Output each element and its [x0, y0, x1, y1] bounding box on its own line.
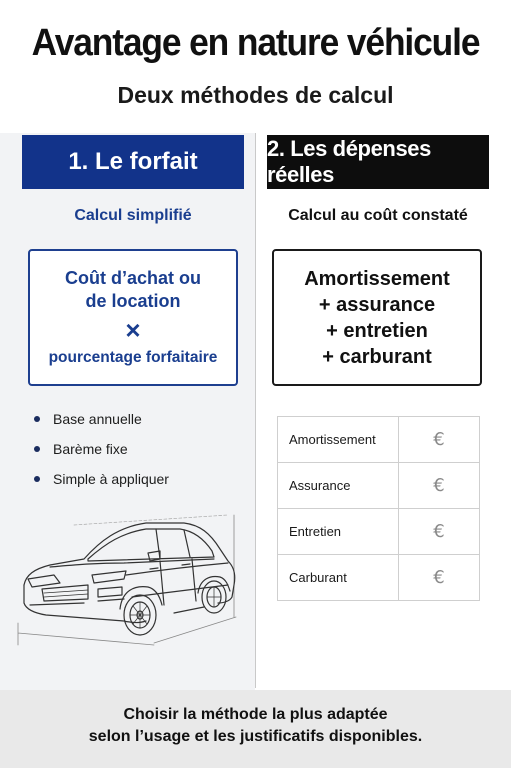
cost-table — [277, 416, 480, 601]
cost-label: Entretien — [278, 509, 399, 555]
table-row — [278, 417, 480, 463]
list-item: Barème fixe — [34, 436, 169, 466]
page-title: Avantage en nature véhicule — [31, 22, 480, 64]
list-item: Base annuelle — [34, 406, 169, 436]
forfait-formula-box — [28, 249, 238, 386]
depenses-reelles-subtitle: Calcul au coût constaté — [288, 207, 468, 224]
list-item: Simple à appliquer — [34, 466, 169, 496]
formula-line-3: pourcentage forfaitaire — [48, 348, 218, 366]
euro-cell: € — [399, 463, 480, 509]
formula-term: Amortissement — [304, 267, 450, 290]
column-divider — [255, 133, 256, 688]
forfait-header: 1. Le forfait — [22, 135, 244, 189]
formula-line-2: de location — [85, 290, 181, 311]
footer-banner — [0, 690, 511, 768]
multiply-icon: × — [125, 314, 141, 345]
cost-label: Assurance — [278, 463, 399, 509]
euro-cell: € — [399, 417, 480, 463]
euro-cell: € — [399, 509, 480, 555]
bullet-icon — [34, 446, 40, 452]
formula-term: + carburant — [322, 345, 432, 368]
depenses-reelles-header: 2. Les dépenses réelles — [267, 135, 489, 189]
table-row — [278, 463, 480, 509]
forfait-subtitle: Calcul simplifié — [74, 207, 192, 224]
table-row — [278, 555, 480, 601]
formula-term: + assurance — [318, 293, 436, 316]
footer-line-1: Choisir la méthode la plus adaptée — [123, 706, 388, 723]
euro-cell: € — [399, 555, 480, 601]
page-subtitle: Deux méthodes de calcul — [117, 82, 394, 108]
car-illustration — [14, 505, 246, 655]
formula-term: + entretien — [326, 319, 428, 342]
footer-line-2: selon l’usage et les justificatifs disponibles. — [88, 728, 423, 745]
formula-line-1: Coût d’achat ou — [65, 267, 201, 288]
bullet-icon — [34, 416, 40, 422]
bullet-icon — [34, 476, 40, 482]
forfait-bullet-list — [34, 406, 169, 496]
depenses-formula-box — [272, 249, 482, 386]
cost-label: Amortissement — [278, 417, 399, 463]
cost-label: Carburant — [278, 555, 399, 601]
table-row — [278, 509, 480, 555]
